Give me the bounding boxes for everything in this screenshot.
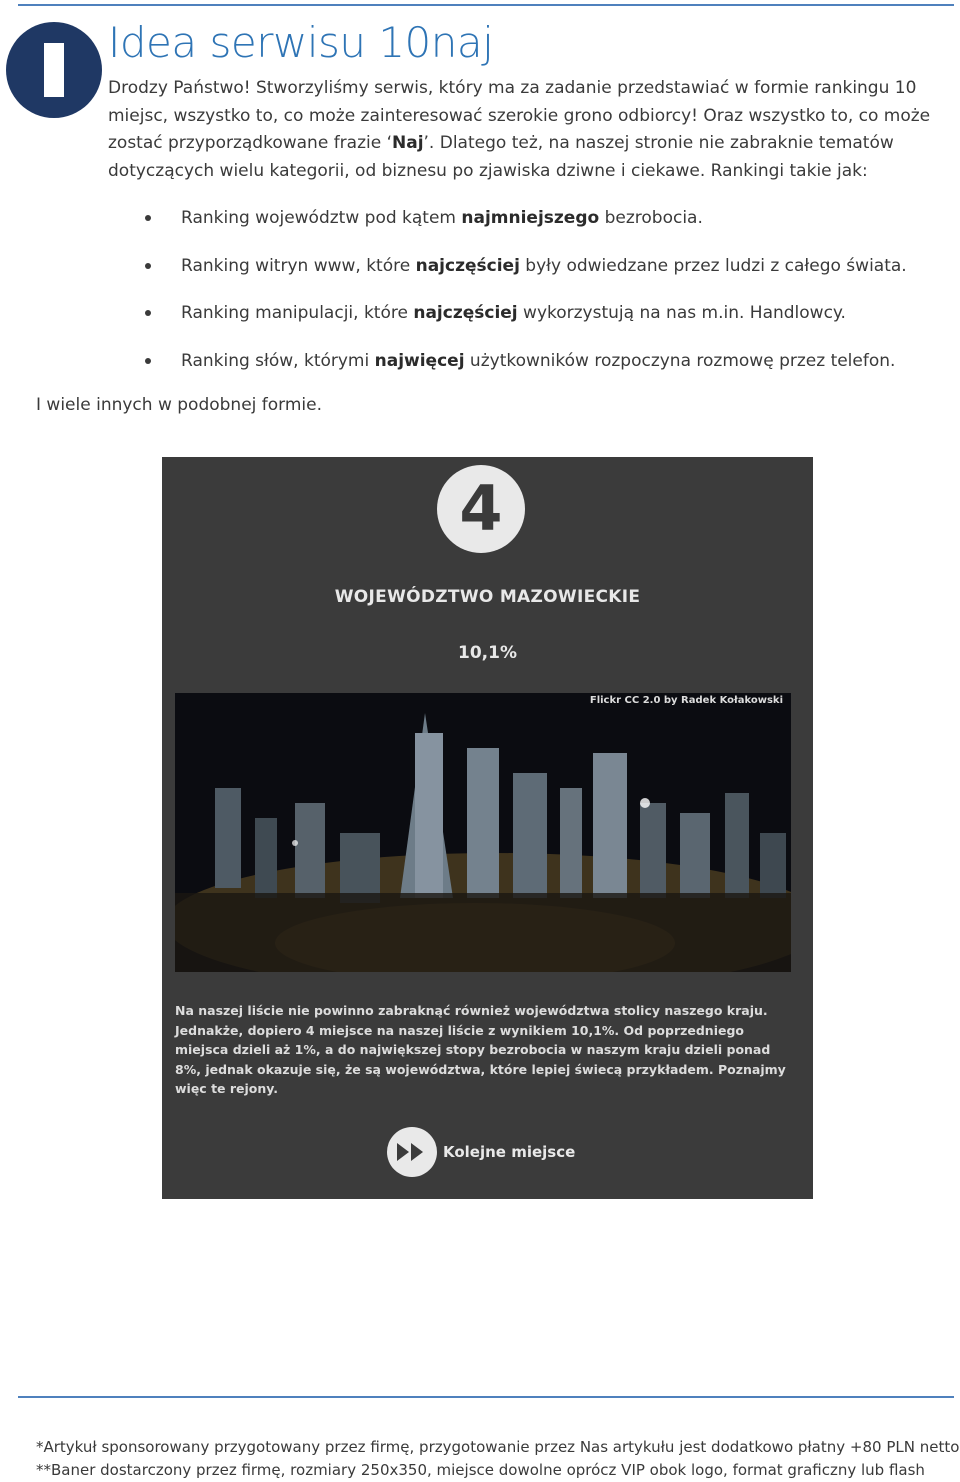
top-rule [18, 4, 954, 6]
unemployment-rate: 10,1% [458, 643, 517, 663]
footnote: *Artykuł sponsorowany przygotowany przez firmę, przygotowanie przez Nas artykułu jest dodatkowo płatny +80 PLN netto [36, 1438, 960, 1456]
list-item [0, 347, 960, 395]
double-chevron-right-icon [387, 1127, 437, 1177]
bullet-icon [145, 358, 151, 364]
list-item-text: bezrobocia. [599, 208, 703, 228]
list-item-text: Ranking manipulacji, które [181, 303, 414, 323]
region-title: WOJEWÓDZTWO MAZOWIECKIE [334, 587, 641, 607]
list-item-text: Ranking witryn www, które [181, 255, 416, 276]
list-item-text: Ranking słów, którymi [181, 350, 375, 371]
page-title: Idea serwisu 10naj [108, 18, 494, 67]
banner-description: Na naszej liście nie powinno zabraknąć również województwa stolicy naszego kraju. Jednakże, dopiero 4 miejsce na naszej liście z wynikiem 10,1%. Od poprzedniego miejsca dzieli aż 1%, a do największej stopy bezrobocia w naszym kraju dzieli ponad 8%, jednak okazuje się, że są województwa, które lepiej świecą przykładem. Poznajmy więc te rejony. [175, 1003, 786, 1096]
city-night-photo [175, 693, 791, 972]
bullet-icon [145, 263, 151, 269]
intro-text-2: ’. Dlatego też, na naszej stronie nie zabraknie tematów dotyczących wielu kategorii, od biznesu po zjawiska dziwne i ciekawe. Rankingi takie jak: [108, 133, 894, 181]
rank-number-icon [437, 465, 525, 553]
outro-text: I wiele innych w podobnej formie. [36, 395, 323, 415]
intro-paragraph [108, 75, 938, 185]
list-item-text: Ranking województw pod kątem [181, 208, 462, 228]
list-item-bold: najmniejszego [461, 208, 600, 228]
photo-credit: Flickr CC 2.0 by Radek Kołakowski [589, 695, 783, 706]
list-item [0, 252, 960, 300]
next-place-label: Kolejne miejsce [443, 1143, 576, 1161]
bullet-icon [145, 310, 151, 316]
list-item-bold: najczęściej [415, 255, 520, 276]
list-item-text: wykorzystują na nas m.in. Handlowcy. [517, 303, 846, 323]
list-item-text: były odwiedzane przez ludzi z całego świata. [519, 255, 907, 276]
footnotes [36, 1436, 959, 1482]
list-item-text: użytkowników rozpoczyna rozmowę przez telefon. [464, 350, 896, 371]
bullet-icon [145, 215, 151, 221]
letter-badge-icon [6, 22, 102, 118]
footnote: **Baner dostarczony przez firmę, rozmiary 250x350, miejsce dowolne oprócz VIP obok logo, format graficzny lub flash [36, 1461, 925, 1479]
list-item [0, 299, 960, 347]
sample-banner [162, 457, 813, 1199]
list-item-bold: najwięcej [374, 350, 465, 371]
list-item-bold: najczęściej [413, 303, 518, 323]
intro-text-1: Drodzy Państwo! Stworzyliśmy serwis, który ma za zadanie przedstawiać w formie rankingu 10 miejsc, wszystko to, co może zainteresować szerokie grono odbiorcy! Oraz wszystko to, co może zostać przyporządkowane frazie ‘ [108, 78, 931, 153]
bottom-rule [18, 1396, 954, 1398]
ranking-list [0, 204, 960, 394]
next-place-button[interactable] [387, 1127, 575, 1177]
rank-number: 4 [459, 472, 503, 545]
list-item [0, 204, 960, 252]
intro-bold: Naj [392, 133, 424, 153]
city-skyline-illustration [175, 693, 791, 972]
